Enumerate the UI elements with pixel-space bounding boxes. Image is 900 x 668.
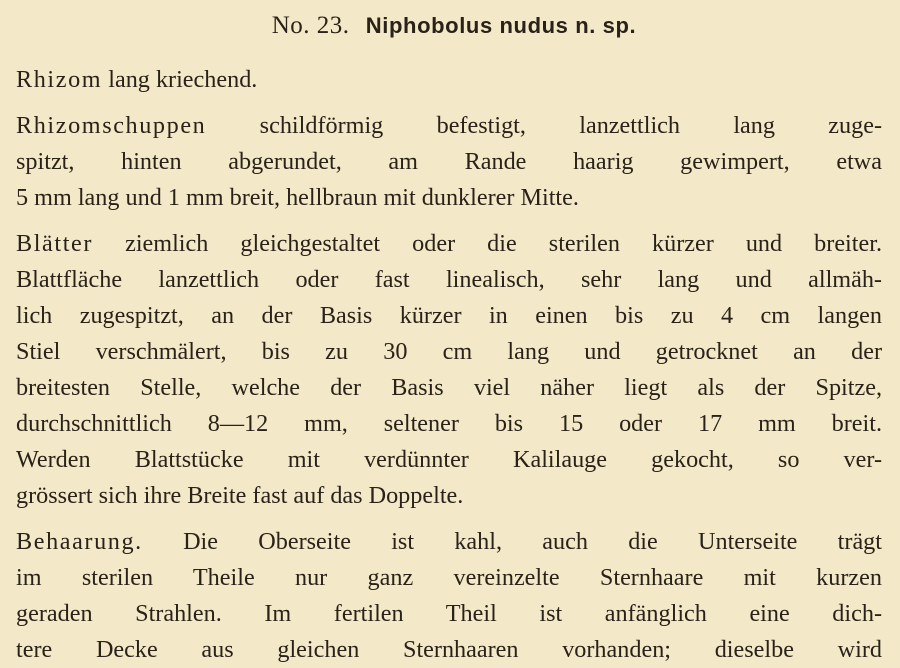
- paragraph-line: tere Decke aus gleichen Sternhaaren vorhanden; dieselbe wird: [16, 636, 882, 663]
- paragraph-line: im sterilen Theile nur ganz vereinzelte Sternhaare mit kurzen: [16, 564, 882, 591]
- line-text: ziemlich gleichgestaltet oder die sterilen kürzer und breiter.: [93, 230, 882, 257]
- paragraph-term: Behaarung.: [16, 528, 143, 555]
- paragraph-behaarung: [16, 524, 882, 668]
- paragraph-line: grössert sich ihre Breite fast auf das Doppelte.: [16, 482, 464, 509]
- species-name: Niphobolus nudus n. sp.: [365, 13, 637, 38]
- paragraph-line: Werden Blattstücke mit verdünnter Kalilauge gekocht, so ver-: [16, 446, 882, 473]
- species-number: No. 23.: [271, 12, 350, 39]
- paragraph-term: Blätter: [16, 230, 94, 257]
- paragraph-line: Blattfläche lanzettlich oder fast linealisch, sehr lang und allmäh-: [16, 266, 882, 293]
- paragraph-rhizomschuppen: [16, 108, 882, 216]
- paragraph-line: geraden Strahlen. Im fertilen Theil ist anfänglich eine dich-: [16, 600, 882, 627]
- line-text: Die Oberseite ist kahl, auch die Unterseite trägt: [142, 528, 882, 555]
- paragraph-line: [16, 226, 882, 262]
- paragraph-term: Rhizomschuppen: [16, 112, 207, 139]
- line-text: lang kriechend.: [102, 66, 258, 93]
- paragraph-line: [16, 62, 882, 98]
- paragraph-line: 5 mm lang und 1 mm breit, hellbraun mit dunklerer Mitte.: [16, 184, 579, 211]
- paragraph-line: Stiel verschmälert, bis zu 30 cm lang und getrocknet an der: [16, 338, 882, 365]
- paragraph-line: lich zugespitzt, an der Basis kürzer in einen bis zu 4 cm langen: [16, 302, 882, 329]
- paragraph-rhizom: [16, 62, 882, 98]
- paragraph-line: [16, 524, 882, 560]
- paragraph-line: spitzt, hinten abgerundet, am Rande haarig gewimpert, etwa: [16, 148, 882, 175]
- paragraph-term: Rhizom: [16, 66, 103, 93]
- paragraph-line: breitesten Stelle, welche der Basis viel näher liegt als der Spitze,: [16, 374, 882, 401]
- line-text: schildförmig befestigt, lanzettlich lang zuge-: [206, 112, 882, 139]
- species-heading: [16, 8, 882, 44]
- paragraph-blaetter: [16, 226, 882, 514]
- paragraph-line: [16, 108, 882, 144]
- paragraph-line: durchschnittlich 8—12 mm, seltener bis 15 oder 17 mm breit.: [16, 410, 882, 437]
